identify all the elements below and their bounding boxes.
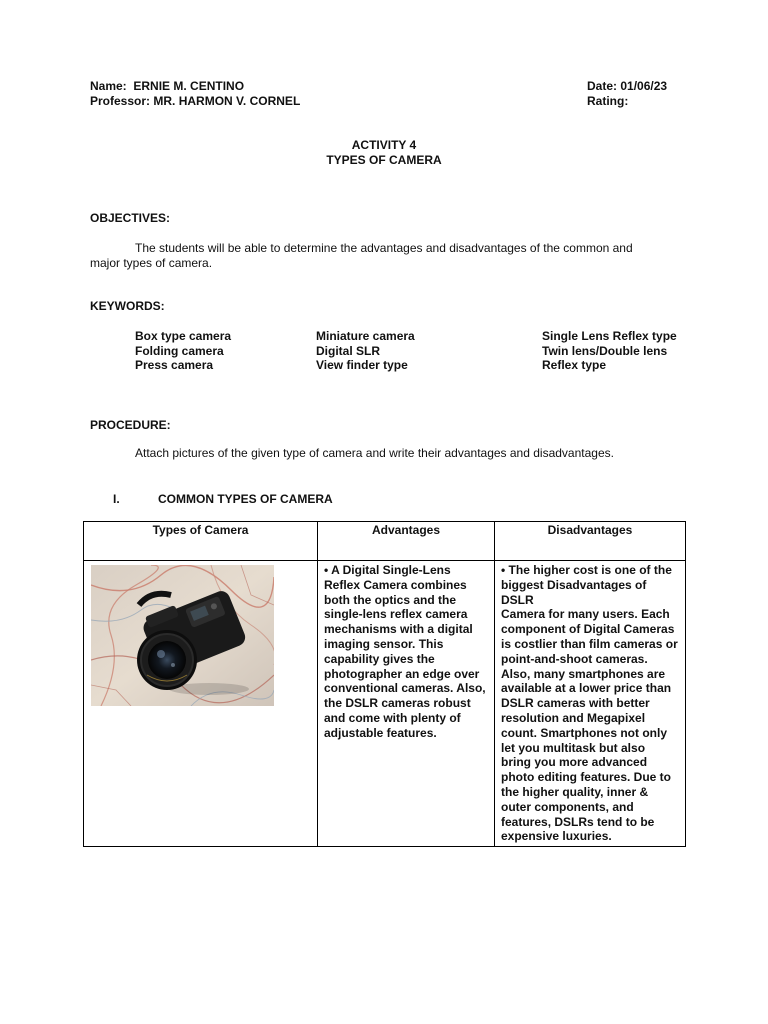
advantages-line: adjustable features.: [324, 725, 437, 740]
disadvantages-line: • The higher cost is one of the: [501, 563, 672, 577]
disadvantages-line: biggest Disadvantages of DSLR: [501, 577, 647, 607]
column-header: Advantages: [318, 522, 495, 561]
keyword-item: Press camera: [135, 358, 214, 372]
disadvantages-line: bring you more advanced: [501, 755, 648, 770]
column-header: Types of Camera: [84, 522, 318, 561]
objectives-text-line1: The students will be able to determine the advantages and disadvantages of the common and: [135, 241, 633, 255]
name-line: [90, 79, 244, 94]
section-numeral: I.: [113, 492, 120, 506]
disadvantages-line: Also, many smartphones are: [501, 666, 666, 681]
table-row: [84, 561, 686, 847]
disadvantages-line: expensive luxuries.: [501, 829, 612, 844]
name-value: ERNIE M. CENTINO: [133, 79, 245, 93]
disadvantages-line: outer components, and: [501, 799, 634, 814]
keyword-item: Folding camera: [135, 344, 224, 358]
advantages-line: and come with plenty of: [324, 710, 461, 725]
disadvantages-line: the higher quality, inner &: [501, 784, 649, 799]
advantages-line: mechanisms with a digital: [324, 622, 473, 637]
professor-line: [90, 94, 300, 109]
camera-image-cell: [84, 561, 318, 847]
keyword-item: Reflex type: [542, 358, 607, 372]
disadvantages-line: resolution and Megapixel: [501, 710, 646, 725]
disadvantages-line: features, DSLRs tend to be: [501, 814, 655, 829]
objectives-heading: OBJECTIVES:: [90, 211, 171, 225]
professor-label: Professor:: [90, 94, 151, 108]
advantages-line: both the optics and the: [324, 592, 456, 607]
disadvantages-line: DSLR cameras with better: [501, 696, 650, 711]
keyword-item: Box type camera: [135, 329, 232, 343]
disadvantages-line: Camera for many users. Each: [501, 607, 670, 622]
disadvantages-line: photo editing features. Due to: [501, 770, 671, 785]
procedure-text: Attach pictures of the given type of camera and write their advantages and disadvantages.: [135, 446, 614, 460]
rating-label: Rating:: [587, 94, 629, 108]
advantages-line: imaging sensor. This: [324, 636, 444, 651]
disadvantages-line: point-and-shoot cameras.: [501, 651, 648, 666]
disadvantages-cell: [495, 561, 686, 847]
disadvantages-line: available at a lower price than: [501, 681, 672, 696]
activity-title: ACTIVITY 4: [351, 138, 417, 152]
name-label: Name:: [90, 79, 127, 93]
advantages-line: the DSLR cameras robust: [324, 696, 471, 711]
keyword-item: Twin lens/Double lens: [542, 344, 668, 358]
advantages-line: Reflex Camera combines: [324, 577, 467, 592]
table-header-row: [84, 522, 686, 561]
keywords-heading: KEYWORDS:: [90, 299, 165, 313]
advantages-line: conventional cameras. Also,: [324, 681, 486, 696]
activity-subject: TYPES OF CAMERA: [326, 153, 442, 167]
section-title: COMMON TYPES OF CAMERA: [158, 492, 333, 506]
professor-value: MR. HARMON V. CORNEL: [153, 94, 301, 108]
advantages-line: • A Digital Single-Lens: [324, 563, 451, 577]
procedure-heading: PROCEDURE:: [90, 418, 171, 432]
objectives-text-line2: major types of camera.: [90, 256, 213, 270]
advantages-line: single-lens reflex camera: [324, 607, 468, 622]
keyword-item: Digital SLR: [316, 344, 381, 358]
date-value: 01/06/23: [620, 79, 668, 93]
keyword-item: Miniature camera: [316, 329, 415, 343]
disadvantages-line: is costlier than film cameras or: [501, 636, 678, 651]
dslr-camera-image: [91, 565, 274, 706]
advantages-cell: [318, 561, 495, 847]
date-line: [587, 79, 667, 94]
advantages-line: capability gives the: [324, 651, 435, 666]
disadvantages-line: let you multitask but also: [501, 740, 646, 755]
camera-types-table: [83, 521, 686, 847]
advantages-line: photographer an edge over: [324, 666, 480, 681]
column-header: Disadvantages: [495, 522, 686, 561]
keyword-item: Single Lens Reflex type: [542, 329, 677, 343]
disadvantages-line: component of Digital Cameras: [501, 622, 675, 637]
date-label: Date:: [587, 79, 618, 93]
keyword-item: View finder type: [316, 358, 408, 372]
disadvantages-line: count. Smartphones not only: [501, 725, 668, 740]
